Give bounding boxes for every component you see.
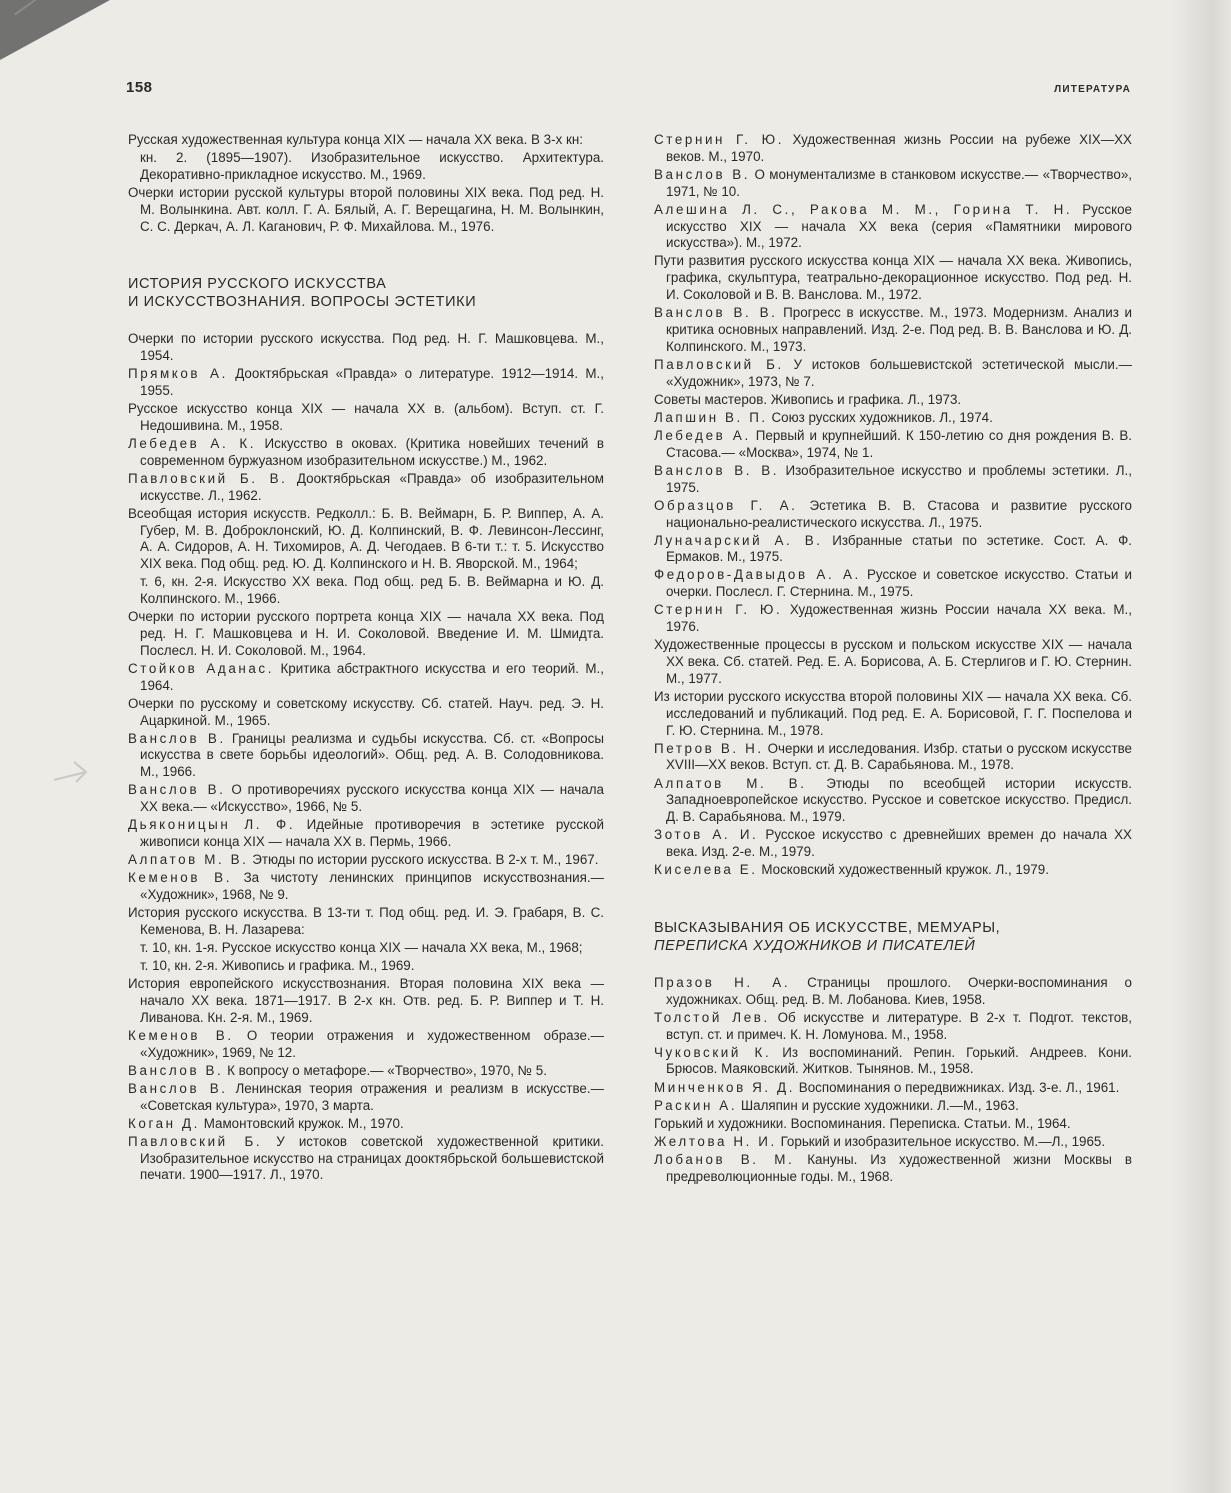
- entry-text: Этюды по истории русского искусства. В 2-х т. М., 1967.: [248, 852, 599, 868]
- entry-text: т. 10, кн. 1-я. Русское искусство конца XIX — начала XX века, М., 1968;: [140, 940, 583, 956]
- entry-text: т. 6, кн. 2-я. Искусство XX века. Под общ. ред Б. В. Веймарна и Ю. Д. Колпинского. М., 1966.: [140, 574, 604, 607]
- entry-text: Русское искусство XIX — начала XX века (серия «Памятники мирового искусства»). М., 1972.: [666, 201, 1132, 251]
- entry-text: О монументализме в станковом искусстве.— «Творчество», 1971, № 10.: [666, 166, 1132, 199]
- bibliography-entry: [128, 331, 604, 365]
- entry-author: Дьяконицын Л. Ф.: [128, 817, 296, 833]
- entry-author: Ванслов В.: [654, 166, 751, 182]
- entry-text: Русское искусство с древнейших времен до начала XX века. Изд. 2-е. М., 1979.: [666, 827, 1132, 860]
- left-column: [128, 132, 604, 1186]
- bibliography-entry: [654, 975, 1132, 1009]
- entry-text: Первый и крупнейший. К 150-летию со дня рождения В. В. Стасова.— «Москва», 1974, № 1.: [666, 427, 1132, 460]
- bibliography-entry: [128, 471, 604, 505]
- bibliography-entry: [654, 428, 1132, 462]
- bibliography-entry: [128, 401, 604, 435]
- entry-author: Лебедев А.: [654, 427, 751, 443]
- entry-author: Стойков Аданас.: [128, 660, 275, 676]
- page-corner-shadow: [0, 0, 110, 60]
- entry-text: т. 10, кн. 2-я. Живопись и графика. М., 1969.: [140, 958, 415, 974]
- entry-text: История русского искусства. В 13-ти т. Под общ. ред. И. Э. Грабаря, В. С. Кеменова, В. Н. Лазарева:: [128, 905, 604, 937]
- entry-text: Художественные процессы в русском и польском искусстве XIX — начала XX века. Сб. статей. Ред. Е. А. Борисова, А. Б. Стерлигов и Г. Ю. Стернин. М., 1977.: [654, 637, 1132, 686]
- entry-author: Петров В. Н.: [654, 740, 764, 756]
- bibliography-entry: [654, 741, 1132, 775]
- bibliography-entry: [654, 410, 1132, 427]
- bibliography-entry: [128, 574, 604, 608]
- bibliography-entry: [128, 852, 604, 869]
- entry-author: Павловский Б.: [128, 1133, 263, 1149]
- bibliography-entry: [654, 392, 1132, 409]
- bibliography-entry: [128, 609, 604, 659]
- entry-author: Лобанов В. М.: [654, 1151, 795, 1167]
- left-section-list: [128, 331, 604, 1184]
- entry-text: Из истории русского искусства второй половины XIX — начала XX века. Сб. исследований и публикаций. Под ред. Е. А. Борисовой, Г. Г. Поспелова и Г. Ю. Стернина. М., 1978.: [654, 688, 1132, 738]
- entry-text: Границы реализма и судьбы искусства. Сб. ст. «Вопросы искусства в свете борьбы идеологий». Общ. ред. А. В. Солодовникова. М., 1966.: [140, 730, 604, 780]
- section-heading-line: ПЕРЕПИСКА ХУДОЖНИКОВ И ПИСАТЕЛЕЙ: [654, 937, 976, 954]
- entry-text: Дооктябрьская «Правда» о литературе. 1912—1914. М., 1955.: [140, 366, 604, 399]
- bibliography-entry: [654, 827, 1132, 861]
- bibliography-entry: [128, 150, 604, 184]
- entry-author: Ванслов В.: [128, 1080, 228, 1096]
- bibliography-entry: [654, 202, 1132, 252]
- bibliography-entry: [128, 436, 604, 470]
- bibliography-entry: [654, 357, 1132, 391]
- bibliography-entry: [128, 731, 604, 781]
- bibliography-entry: [128, 132, 604, 149]
- entry-author: Раскин А.: [654, 1097, 738, 1113]
- section-heading-line: И ИСКУССТВОЗНАНИЯ. ВОПРОСЫ ЭСТЕТИКИ: [128, 294, 477, 311]
- bibliography-entry: [654, 253, 1132, 303]
- entry-author: Павловский Б. В.: [128, 470, 288, 486]
- entry-author: Кеменов В.: [128, 1027, 234, 1043]
- entry-text: Горький и художники. Воспоминания. Переписка. Статьи. М., 1964.: [654, 1115, 1071, 1131]
- entry-text: Шаляпин и русские художники. Л.—М., 1963.: [737, 1097, 1019, 1113]
- bibliography-entry: [128, 817, 604, 851]
- entry-author: Алешина Л. С., Ракова М. М., Горина Т. Н.: [654, 201, 1073, 217]
- entry-author: Стернин Г. Ю.: [654, 602, 783, 618]
- entry-text: Дооктябрьская «Правда» об изобразительном искусстве. Л., 1962.: [140, 470, 605, 503]
- bibliography-entry: [128, 940, 604, 957]
- entry-text: К вопросу о метафоре.— «Творчество», 1970, № 5.: [223, 1062, 547, 1078]
- entry-author: Ванслов В. В.: [654, 462, 780, 478]
- right-section-list: [654, 975, 1132, 1186]
- bibliography-entry: [128, 366, 604, 400]
- bibliography-entry: [654, 1152, 1132, 1186]
- bibliography-entry: [654, 305, 1132, 355]
- bibliography-entry: [654, 533, 1132, 567]
- entry-author: Ванслов В.: [128, 730, 226, 746]
- entry-author: Зотов А. И.: [654, 827, 759, 843]
- bibliography-entry: [128, 1028, 604, 1062]
- entry-text: За чистоту ленинских принципов искусствознания.— «Художник», 1968, № 9.: [140, 870, 604, 903]
- bibliography-entry: [128, 185, 604, 235]
- section-heading-history: [128, 275, 604, 311]
- entry-author: Ванслов В.: [128, 782, 226, 798]
- bibliography-entry: [128, 696, 604, 730]
- entry-text: Художественная жизнь России на рубеже XIX—XX веков. М., 1970.: [666, 132, 1132, 164]
- bibliography-entry: [654, 1098, 1132, 1115]
- entry-text: Воспоминания о передвижниках. Изд. 3-е. Л., 1961.: [795, 1079, 1120, 1095]
- bibliography-entry: [128, 870, 604, 904]
- section-heading-line: ВЫСКАЗЫВАНИЯ ОБ ИСКУССТВЕ, МЕМУАРЫ,: [654, 919, 1001, 936]
- bibliography-entry: [128, 1134, 604, 1184]
- entry-author: Образцов Г. А.: [654, 497, 798, 513]
- entry-text: Очерки по истории русского портрета конца XIX — начала XX века. Под ред. Н. Г. Машковцева и Н. И. Соколовой. Введение И. М. Шмидта. Послесл. Н. И. Соколовой. М., 1964.: [128, 609, 604, 658]
- page-edge-shadow: [1171, 0, 1231, 1493]
- bibliography-entry: [654, 776, 1132, 826]
- entry-author: Ванслов В.: [128, 1062, 224, 1078]
- entry-text: Страницы прошлого. Очерки-воспоминания о художниках. Общ. ред. В. М. Лобанова. Киев, 1958.: [666, 974, 1132, 1007]
- section-heading-line: ИСТОРИЯ РУССКОГО ИСКУССТВА: [128, 276, 387, 293]
- entry-author: Минченков Я. Д.: [654, 1079, 796, 1095]
- entry-text: Кануны. Из художественной жизни Москвы в предреволюционные годы. М., 1968.: [666, 1151, 1132, 1184]
- entry-text: Искусство в оковах. (Критика новейших течений в современном буржуазном изобразительном искусстве.) М., 1962.: [140, 436, 604, 468]
- running-head: ЛИТЕРАТУРА: [1054, 84, 1131, 95]
- entry-text: Советы мастеров. Живопись и графика. Л., 1973.: [654, 391, 962, 407]
- right-top-list: [654, 132, 1132, 879]
- entry-text: Очерки истории русской культуры второй половины XIX века. Под ред. Н. М. Волынкина. Авт. колл. Г. А. Бялый, А. Г. Верещагина, Н. М. Волынкин, С. С. Деркач, А. Л. Каганович, Р. Ф. Михайлова. М., 1976.: [128, 184, 604, 234]
- entry-text: Пути развития русского искусства конца XIX — начала XX века. Живопись, графика, скульптура, театрально-декорационное искусство. Под ред. Н. И. Соколовой и В. В. Ванслова. М., 1972.: [654, 253, 1132, 303]
- entry-text: Мамонтовский кружок. М., 1970.: [200, 1115, 404, 1131]
- entry-text: О теории отражения и художественном образе.— «Художник», 1969, № 12.: [140, 1027, 605, 1060]
- bibliography-entry: [654, 463, 1132, 497]
- bibliography-entry: [654, 167, 1132, 201]
- entry-text: Из воспоминаний. Репин. Горький. Андреев. Кони. Брюсов. Маяковский. Житков. Тынянов. М., 1958.: [666, 1044, 1132, 1077]
- entry-text: Союз русских художников. Л., 1974.: [767, 409, 993, 425]
- margin-mark-icon: [50, 752, 90, 792]
- entry-author: Луначарский А. В.: [654, 532, 823, 548]
- entry-text: Русская художественная культура конца XIX — начала XX века. В 3-х кн:: [128, 132, 583, 147]
- entry-author: Толстой Лев.: [654, 1009, 770, 1025]
- entry-text: Московский художественный кружок. Л., 1979.: [757, 862, 1049, 878]
- entry-text: Об искусстве и литературе. В 2-х т. Подгот. текстов, вступ. ст. и примеч. К. Н. Ломунова. М., 1958.: [666, 1009, 1132, 1042]
- section-heading-memoirs: [654, 919, 1132, 955]
- entry-text: Прогресс в искусстве. М., 1973. Модернизм. Анализ и критика основных направлений. Изд. 2-е. Под ред. В. В. Ванслова и Ю. Д. Колпинского. М., 1973.: [666, 305, 1132, 354]
- bibliography-entry: [654, 1080, 1132, 1097]
- entry-text: Этюды по всеобщей истории искусств. Западноевропейское искусство. Русское и советское искусство. Предисл. Д. В. Сарабьянова. М., 1979.: [666, 775, 1132, 825]
- entry-author: Лебедев А. К.: [128, 436, 257, 452]
- entry-text: Изобразительное искусство и проблемы эстетики. Л., 1975.: [666, 462, 1133, 495]
- entry-author: Прямков А.: [128, 366, 228, 382]
- entry-author: Алпатов М. В.: [654, 775, 807, 791]
- bibliography-entry: [654, 132, 1132, 166]
- entry-text: Всеобщая история искусств. Редколл.: Б. В. Веймарн, Б. Р. Виппер, А. А. Губер, М. В. Доброклонский, Ю. Д. Колпинский, В. Ф. Левинсон-Лессинг, А. А. Сидоров, А. Н. Тихомиров, А. Д. Чегодаев. В 6-ти т.: т. 5. Искусство XIX века. Под общ. ред. Ю. Д. Колпинского и Н. В. Яворской. М., 1964;: [128, 505, 604, 572]
- entry-author: Алпатов М. В.: [128, 852, 249, 868]
- entry-author: Ванслов В. В.: [654, 305, 778, 321]
- entry-text: Очерки и исследования. Избр. статьи о русском искусстве XVIII—XX веков. Вступ. ст. Д. В. Сарабьянова. М., 1978.: [666, 740, 1132, 773]
- entry-author: Стернин Г. Ю.: [654, 132, 785, 147]
- entry-text: Очерки по русскому и советскому искусству. Сб. статей. Науч. ред. Э. Н. Ацаркиной. М., 1965.: [128, 695, 604, 728]
- bibliography-entry: [654, 689, 1132, 739]
- bibliography-entry: [128, 1063, 604, 1080]
- entry-author: Федоров-Давыдов А. А.: [654, 567, 861, 583]
- entry-text: Эстетика В. В. Стасова и развитие русского национально-реалистического искусства. Л., 1975.: [666, 497, 1132, 530]
- bibliography-entry: [128, 958, 604, 975]
- entry-author: Желтова Н. И.: [654, 1133, 777, 1149]
- entry-author: Празов Н. А.: [654, 974, 791, 990]
- entry-author: Коган Д.: [128, 1115, 200, 1131]
- entry-author: Кеменов В.: [128, 870, 233, 886]
- entry-text: Критика абстрактного искусства и его теорий. М., 1964.: [140, 660, 604, 693]
- bibliography-entry: [128, 1081, 604, 1115]
- bibliography-entry: [128, 1116, 604, 1133]
- entry-author: Лапшин В. П.: [654, 409, 768, 425]
- bibliography-entry: [654, 862, 1132, 879]
- bibliography-entry: [654, 1134, 1132, 1151]
- bibliography-entry: [654, 567, 1132, 601]
- entry-author: Чуковский К.: [654, 1044, 772, 1060]
- left-intro-list: [128, 132, 604, 235]
- entry-text: Ленинская теория отражения и реализм в искусстве.— «Советская культура», 1970, 3 марта.: [140, 1080, 604, 1113]
- entry-text: У истоков советской художественной критики. Изобразительное искусство на страницах дооктябрьской большевистской печати. 1900—1917. Л., 1970.: [140, 1133, 604, 1183]
- page-number: 158: [126, 79, 153, 96]
- entry-text: Горький и изобразительное искусство. М.—Л., 1965.: [776, 1133, 1106, 1149]
- bibliography-entry: [654, 1045, 1132, 1079]
- entry-author: Павловский Б.: [654, 356, 784, 372]
- bibliography-entry: [128, 905, 604, 939]
- bibliography-entry: [654, 1010, 1132, 1044]
- entry-text: Русское и советское искусство. Статьи и очерки. Послесл. Г. Стернина. М., 1975.: [666, 567, 1132, 600]
- entry-text: О противоречиях русского искусства конца XIX — начала XX века.— «Искусство», 1966, № 5.: [140, 782, 604, 815]
- bibliography-entry: [128, 661, 604, 695]
- entry-text: Избранные статьи по эстетике. Сост. А. Ф. Ермаков. М., 1975.: [666, 532, 1132, 565]
- bibliography-entry: [128, 506, 604, 573]
- bibliography-entry: [654, 637, 1132, 687]
- entry-text: Идейные противоречия в эстетике русской живописи конца XIX — начала XX в. Пермь, 1966.: [140, 817, 604, 850]
- bibliography-entry: [654, 498, 1132, 532]
- entry-text: Художественная жизнь России начала XX века. М., 1976.: [666, 602, 1132, 635]
- bibliography-entry: [128, 976, 604, 1026]
- entry-text: кн. 2. (1895—1907). Изобразительное искусство. Архитектура. Декоративно-прикладное искусство. М., 1969.: [140, 150, 604, 182]
- entry-author: Киселева Е.: [654, 862, 758, 878]
- bibliography-entry: [128, 782, 604, 816]
- right-column: [654, 132, 1132, 1187]
- entry-text: У истоков большевистской эстетической мысли.— «Художник», 1973, № 7.: [666, 356, 1132, 389]
- entry-text: Очерки по истории русского искусства. Под ред. Н. Г. Машковцева. М., 1954.: [128, 331, 604, 364]
- entry-text: Русское искусство конца XIX — начала XX в. (альбом). Вступ. ст. Г. Недошивина. М., 1958.: [128, 401, 604, 433]
- entry-text: История европейского искусствознания. Вторая половина XIX века — начало XX века. 1871—1917. В 2-х кн. Отв. ред. Б. Р. Виппер и Т. Н. Ливанова. Кн. 2-я. М., 1969.: [128, 976, 604, 1025]
- bibliography-entry: [654, 602, 1132, 636]
- bibliography-entry: [654, 1116, 1132, 1133]
